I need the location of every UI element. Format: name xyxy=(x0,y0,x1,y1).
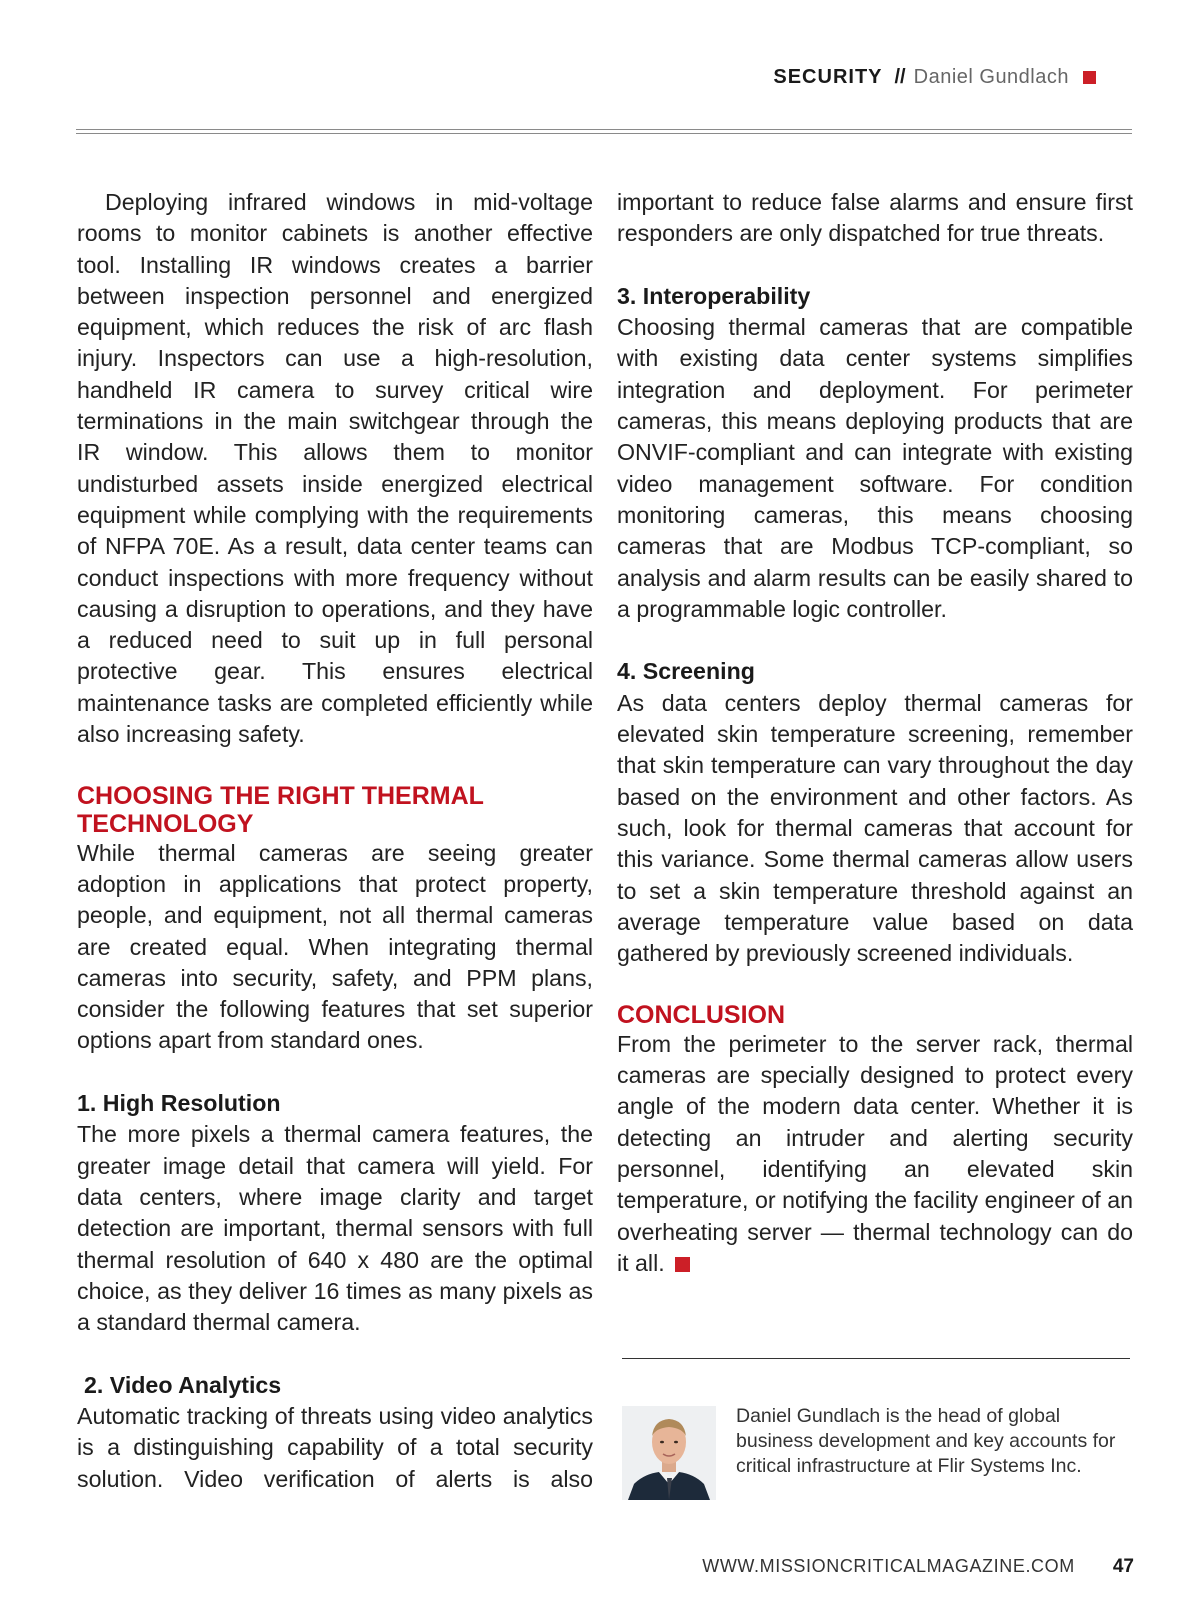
subheading-interoperability: 3. Interoperability xyxy=(617,282,811,309)
spacer xyxy=(77,1338,593,1369)
subheading-video-analytics: 2. Video Analytics xyxy=(84,1371,282,1398)
page-number: 47 xyxy=(1112,1556,1134,1577)
continuation-paragraph: important to reduce false alarms and ensure first responders are only dispatched for true threats. xyxy=(617,189,1133,247)
red-square-icon xyxy=(1083,71,1096,84)
end-mark-icon xyxy=(675,1257,690,1272)
screening-paragraph: As data centers deploy thermal cameras for elevated skin temperature screening, remember that skin temperature can vary throughout the day based on the environment and other factors. As such, look for thermal cameras that account for this variance. Some thermal cameras allow users to set a skin temperature threshold against an average temperature value based on data gathered by previously screened individuals. xyxy=(617,689,1133,967)
page-footer xyxy=(702,1556,1134,1578)
spacer xyxy=(617,625,1133,656)
high-resolution-paragraph: The more pixels a thermal camera features, the greater image detail that camera will yield. For data centers, where image clarity and target detection are important, thermal sensors with full thermal resolution of 640 x 480 are the optimal choice, as they deliver 16 times as many pixels as a standard thermal camera. xyxy=(77,1121,593,1336)
video-analytics-paragraph: Automatic tracking of threats using video analytics is a distinguishing capability of a total security solution. Video verification of alerts is also xyxy=(77,1402,593,1492)
author-portrait-icon xyxy=(622,1406,716,1500)
spacer xyxy=(77,750,593,781)
section-heading-choosing-technology: CHOOSING THE RIGHT THERMAL TECHNOLOGY xyxy=(77,781,484,838)
running-header xyxy=(773,66,1096,89)
header-divider xyxy=(76,129,1132,134)
spacer xyxy=(617,250,1133,281)
subheading-high-resolution: 1. High Resolution xyxy=(77,1090,281,1117)
interoperability-paragraph: Choosing thermal cameras that are compatible with existing data center systems simplifies integration and deployment. For perimeter cameras, this means deploying products that are ONVIF-compliant and can integrate with existing video management software. For condition monitoring cameras, this means choosing cameras that are Modbus TCP-compliant, so analysis and alarm results can be easily shared to a programmable logic controller. xyxy=(617,314,1133,622)
header-separator: // xyxy=(894,66,906,88)
spacer xyxy=(77,1057,593,1088)
conclusion-block xyxy=(617,1029,1133,1279)
author-bio: Daniel Gundlach is the head of global business development and key accounts for critical infrastructure at Flir Systems Inc. xyxy=(736,1405,1116,1477)
section-paragraph: While thermal cameras are seeing greater adoption in applications that protect property, people, and equipment, not all thermal cameras are created equal. When integrating thermal cameras into security, safety, and PPM plans, consider the following features that set superior options apart from standard ones. xyxy=(77,839,593,1054)
footer-url: WWW.MISSIONCRITICALMAGAZINE.COM xyxy=(702,1556,1075,1576)
conclusion-heading: CONCLUSION xyxy=(617,1000,786,1029)
subheading-screening: 4. Screening xyxy=(617,658,755,685)
right-column xyxy=(617,187,1133,1279)
author-photo xyxy=(622,1406,716,1500)
bio-divider xyxy=(622,1358,1130,1359)
conclusion-paragraph: From the perimeter to the server rack, thermal cameras are specially designed to protect every angle of the modern data center. Whether it is detecting an intruder and alerting security personnel, identifying an elevated skin temperature, or notifying the facility engineer of an overheating server — thermal technology can do it all. xyxy=(617,1030,1133,1276)
section-label: SECURITY xyxy=(773,66,883,88)
header-author: Daniel Gundlach xyxy=(913,66,1069,88)
left-column xyxy=(77,187,593,1495)
intro-paragraph: Deploying infrared windows in mid-voltage rooms to monitor cabinets is another effective tool. Installing IR windows creates a barrier between inspection personnel and energized equipment, which reduces the risk of arc flash injury. Inspectors can use a high-resolution, handheld IR camera to survey critical wire terminations in the main switchgear through the IR window. This allows them to monitor undisturbed assets inside energized electrical equipment while complying with the requirements of NFPA 70E. As a result, data center teams can conduct inspections with more frequency without causing a disruption to operations, and they have a reduced need to suit up in full personal protective gear. This ensures electrical maintenance tasks are completed efficiently while also increasing safety. xyxy=(77,189,593,748)
spacer xyxy=(617,969,1133,1000)
